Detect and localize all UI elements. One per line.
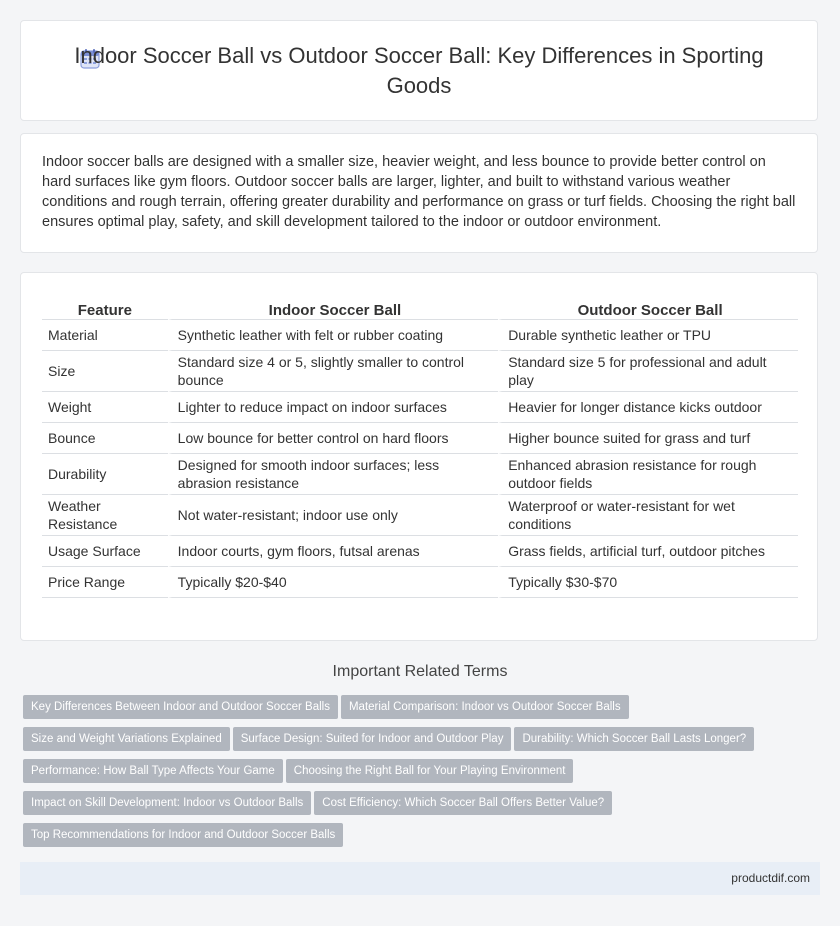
row-feature: Weather Resistance <box>42 495 168 536</box>
related-tag[interactable]: Key Differences Between Indoor and Outdoor Soccer Balls <box>23 695 338 719</box>
row-feature: Durability <box>42 454 168 495</box>
table-row <box>42 392 798 423</box>
footer <box>20 862 820 895</box>
header-card <box>20 20 818 121</box>
table-row <box>42 423 798 454</box>
row-outdoor: Waterproof or water-resistant for wet conditions <box>498 495 798 536</box>
row-outdoor: Enhanced abrasion resistance for rough outdoor fields <box>498 454 798 495</box>
footer-site-link[interactable]: productdif.com <box>731 871 810 885</box>
table-row <box>42 351 798 392</box>
intro-paragraph: Indoor soccer balls are designed with a smaller size, heavier weight, and less bounce to provide better control on hard surfaces like gym floors. Outdoor soccer balls are larger, lighter, and built to withstand various weather conditions and rough terrain, offering greater durability and performance on grass or turf fields. Choosing the right ball ensures optimal play, safety, and skill development tailored to the indoor or outdoor environment. <box>42 154 796 230</box>
related-tag[interactable]: Size and Weight Variations Explained <box>23 727 230 751</box>
related-tag[interactable]: Top Recommendations for Indoor and Outdoor Soccer Balls <box>23 823 343 847</box>
table-row <box>42 567 798 598</box>
page-title: Indoor Soccer Ball vs Outdoor Soccer Ball: Key Differences in Sporting Goods <box>74 43 764 98</box>
row-outdoor: Higher bounce suited for grass and turf <box>498 423 798 454</box>
row-outdoor: Standard size 5 for professional and adult play <box>498 351 798 392</box>
table-header-row <box>42 295 798 320</box>
row-indoor: Indoor courts, gym floors, futsal arenas <box>168 536 499 567</box>
row-feature: Price Range <box>42 567 168 598</box>
row-indoor: Synthetic leather with felt or rubber coating <box>168 320 499 351</box>
header-outdoor: Outdoor Soccer Ball <box>498 295 798 320</box>
related-tag[interactable]: Cost Efficiency: Which Soccer Ball Offers Better Value? <box>314 791 612 815</box>
table-row <box>42 536 798 567</box>
header-indoor: Indoor Soccer Ball <box>168 295 499 320</box>
related-tag[interactable]: Impact on Skill Development: Indoor vs Outdoor Balls <box>23 791 311 815</box>
row-feature: Bounce <box>42 423 168 454</box>
row-indoor: Low bounce for better control on hard floors <box>168 423 499 454</box>
related-tag[interactable]: Durability: Which Soccer Ball Lasts Longer? <box>514 727 754 751</box>
related-tags <box>23 695 803 855</box>
related-tag[interactable]: Choosing the Right Ball for Your Playing Environment <box>286 759 574 783</box>
row-indoor: Not water-resistant; indoor use only <box>168 495 499 536</box>
row-feature: Weight <box>42 392 168 423</box>
row-outdoor: Durable synthetic leather or TPU <box>498 320 798 351</box>
related-terms-heading: Important Related Terms <box>332 663 508 680</box>
row-feature: Material <box>42 320 168 351</box>
row-indoor: Designed for smooth indoor surfaces; less abrasion resistance <box>168 454 499 495</box>
intro-card <box>20 133 818 253</box>
row-outdoor: Heavier for longer distance kicks outdoor <box>498 392 798 423</box>
row-outdoor: Grass fields, artificial turf, outdoor pitches <box>498 536 798 567</box>
related-tag[interactable]: Material Comparison: Indoor vs Outdoor Soccer Balls <box>341 695 629 719</box>
row-feature: Usage Surface <box>42 536 168 567</box>
row-outdoor: Typically $30-$70 <box>498 567 798 598</box>
related-tag[interactable]: Surface Design: Suited for Indoor and Outdoor Play <box>233 727 512 751</box>
related-tag[interactable]: Performance: How Ball Type Affects Your Game <box>23 759 283 783</box>
comparison-card <box>20 272 818 641</box>
row-indoor: Standard size 4 or 5, slightly smaller to control bounce <box>168 351 499 392</box>
table-row <box>42 320 798 351</box>
header-feature: Feature <box>42 295 168 320</box>
table-row <box>42 495 798 536</box>
row-indoor: Lighter to reduce impact on indoor surfaces <box>168 392 499 423</box>
row-indoor: Typically $20-$40 <box>168 567 499 598</box>
table-row <box>42 454 798 495</box>
comparison-table <box>42 295 798 598</box>
row-feature: Size <box>42 351 168 392</box>
